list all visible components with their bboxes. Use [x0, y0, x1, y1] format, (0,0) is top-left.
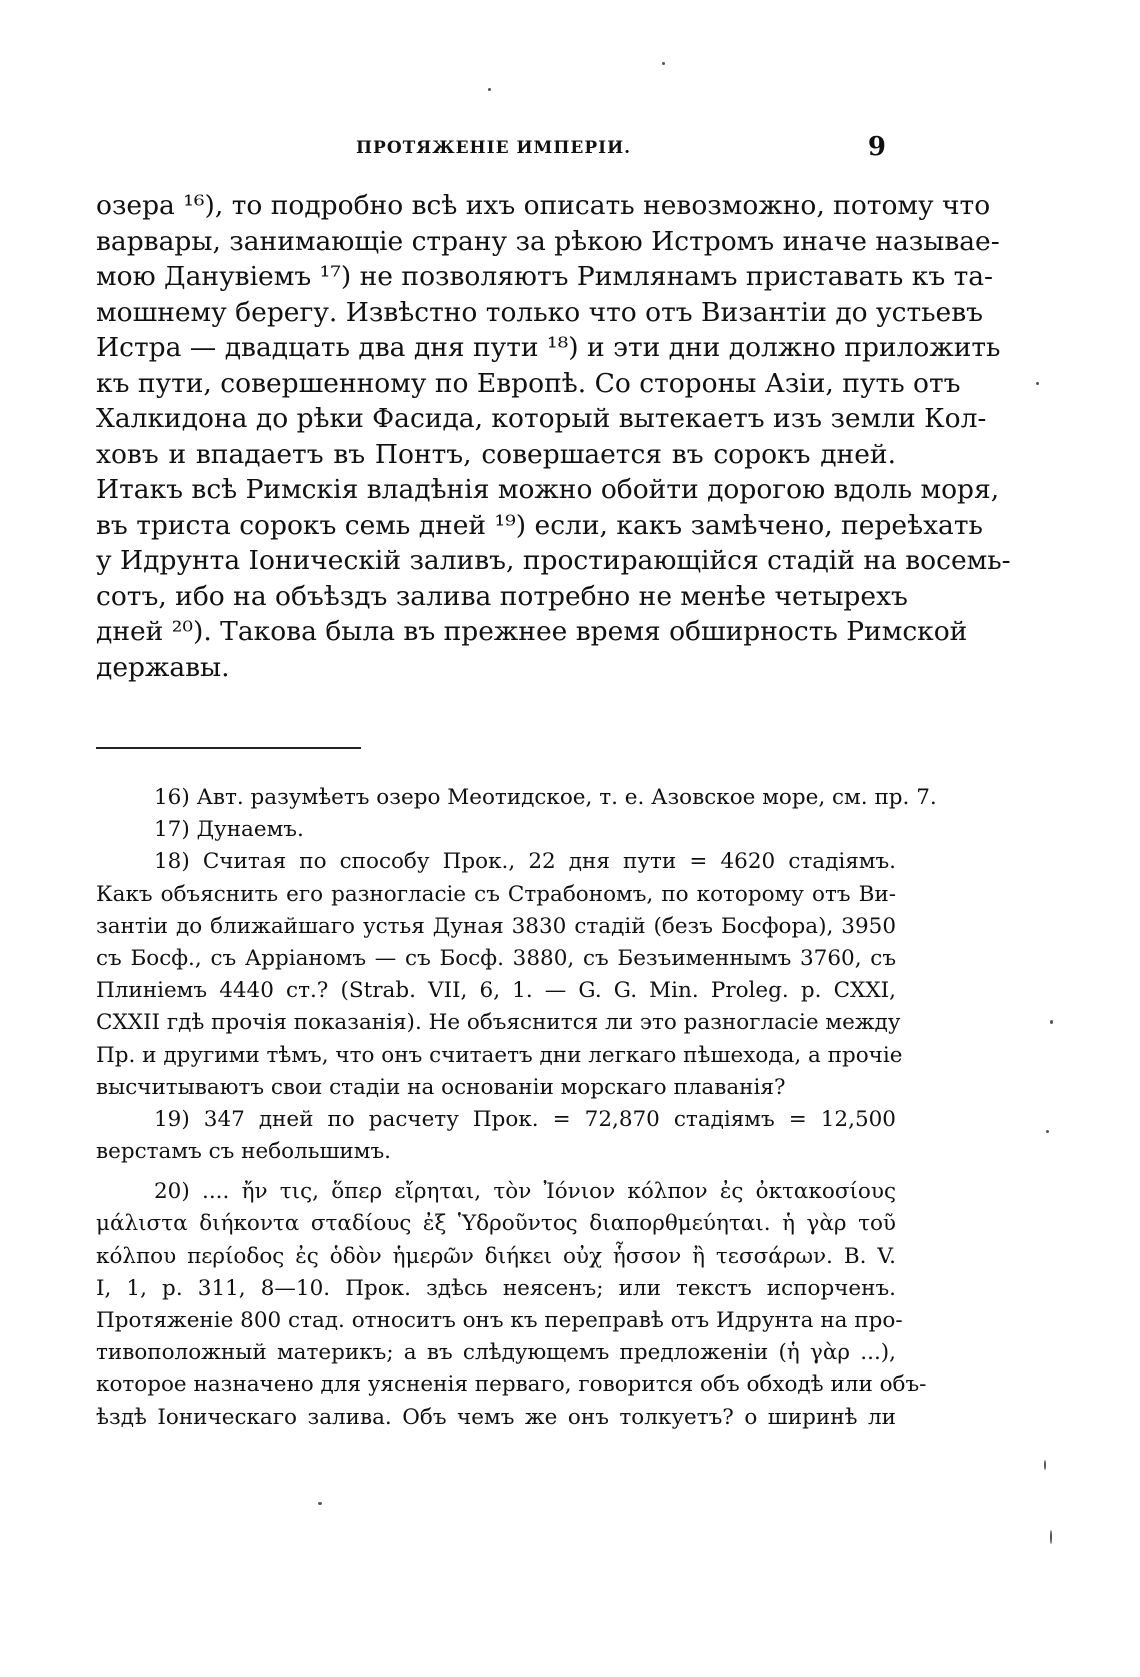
footnotes — [96, 782, 937, 1434]
footnote-20 — [96, 1176, 927, 1434]
footnote-line: 17) Дунаемъ. — [154, 817, 304, 843]
footnote-line: μάλιστα διήκοντα σταδίους ἐξ Ὑδροῦντος διαπορθμεύηται. ἡ γὰρ τοῦ — [96, 1211, 896, 1237]
scan-speck — [1044, 1460, 1046, 1470]
scan-speck — [1046, 1130, 1049, 1133]
footnote-line: которое назначено для уясненія перваго, говорится объ обходѣ или объ- — [96, 1372, 927, 1398]
page-number: 9 — [867, 132, 886, 162]
footnote-line: высчитываютъ свои стадіи на основаніи морскаго плаванія? — [96, 1074, 786, 1100]
body-line: въ триста сорокъ семь дней ¹⁹) если, какъ замѣчено, переѣхать — [96, 509, 983, 541]
footnote-16 — [96, 782, 937, 814]
footnote-divider — [96, 747, 361, 749]
running-header — [96, 132, 896, 172]
footnote-line: 18) Считая по способу Прок., 22 дня пути = 4620 стадіямъ. — [154, 849, 896, 875]
body-line: Халкидона до рѣки Фасида, который вытекаетъ изъ земли Кол- — [96, 403, 987, 434]
body-line: къ пути, совершенному по Европѣ. Со стороны Азіи, путь отъ — [96, 367, 961, 399]
scan-speck — [1050, 1530, 1052, 1544]
footnote-line: тивоположный материкъ; а въ слѣдующемъ предложеніи (ἡ γὰρ ...), — [96, 1340, 896, 1366]
scan-speck — [488, 88, 491, 91]
body-line: сотъ, ибо на объѣздъ залива потребно не менѣе четырехъ — [96, 580, 908, 612]
scan-speck — [1050, 1020, 1053, 1024]
body-line: у Идрунта Іоническій заливъ, простирающійся стадій на восемь- — [96, 545, 1011, 576]
footnote-line: CXXII гдѣ прочія показанія). Не объяснится ли это разногласіе между — [96, 1010, 901, 1036]
footnote-19 — [96, 1104, 896, 1168]
body-line: Итакъ всѣ Римскія владѣнія можно обойти дорогою вдоль моря, — [96, 474, 1000, 505]
scan-speck — [318, 1502, 322, 1505]
scan-speck — [1036, 382, 1039, 385]
scan-speck — [662, 62, 665, 65]
footnote-line: 19) 347 дней по расчету Прок. = 72,870 стадіямъ = 12,500 — [154, 1106, 896, 1132]
body-line: озера ¹⁶), то подробно всѣ ихъ описать невозможно, потому что — [96, 190, 991, 221]
body-line: мою Данувіемъ ¹⁷) не позволяютъ Римлянамъ приставать къ та- — [96, 261, 994, 292]
body-line: дней ²⁰). Такова была въ прежнее время обширность Римской — [96, 616, 968, 647]
body-line: державы. — [96, 651, 230, 683]
footnote-line: I, 1, p. 311, 8—10. Прок. здѣсь неясенъ; или текстъ испорченъ. — [96, 1275, 896, 1301]
running-head-title: ПРОТЯЖЕНІЕ ИМПЕРІИ. — [356, 138, 632, 158]
footnote-line: ѣздѣ Іоническаго залива. Объ чемъ же онъ толкуетъ? о ширинѣ ли — [96, 1404, 896, 1430]
footnote-17 — [96, 814, 896, 846]
body-line: мошнему берегу. Извѣстно только что отъ Византіи до устьевъ — [96, 296, 984, 328]
footnote-line: Какъ объяснить его разногласіе съ Страбономъ, по которому отъ Ви- — [96, 881, 896, 907]
body-line: ховъ и впадаетъ въ Понтъ, совершается въ сорокъ дней. — [96, 438, 896, 470]
footnote-line: Плиніемъ 4440 ст.? (Strab. VII, 6, 1. — G. G. Min. Proleg. p. CXXI, — [96, 978, 896, 1004]
footnote-line: Пр. и другими тѣмъ, что онъ считаетъ дни легкаго пѣшехода, а прочіе — [96, 1042, 903, 1068]
body-line: Истра — двадцать два дня пути ¹⁸) и эти дни должно приложить — [96, 332, 1001, 363]
footnote-line: зантіи до ближайшаго устья Дуная 3830 стадій (безъ Босфора), 3950 — [96, 913, 896, 939]
footnote-18 — [96, 846, 903, 1104]
footnote-line: съ Босф., съ Арріаномъ — съ Босф. 3880, съ Безъименнымъ 3760, съ — [96, 945, 896, 971]
body-line: варвары, занимающіе страну за рѣкою Истромъ иначе называе- — [96, 225, 1000, 257]
main-body-text — [96, 188, 1011, 685]
footnote-line: 20) .... ἤν τις, ὅπερ εἴρηται, τὸν Ἰόνιον κόλπον ἐς ὀκτακοσίους — [154, 1179, 896, 1205]
footnote-line: 16) Авт. разумѣетъ озеро Меотидское, т. е. Азовское море, см. пр. 7. — [154, 785, 937, 810]
footnote-line: κόλπου περίοδος ἐς ὁδὸν ἡμερῶν διήκει οὐχ ἧσσον ἢ τεσσάρων. B. V. — [96, 1243, 896, 1269]
footnote-line: Протяженіе 800 стад. относитъ онъ къ переправѣ отъ Идрунта на про- — [96, 1308, 903, 1333]
footnote-line: верстамъ съ небольшимъ. — [96, 1139, 391, 1165]
